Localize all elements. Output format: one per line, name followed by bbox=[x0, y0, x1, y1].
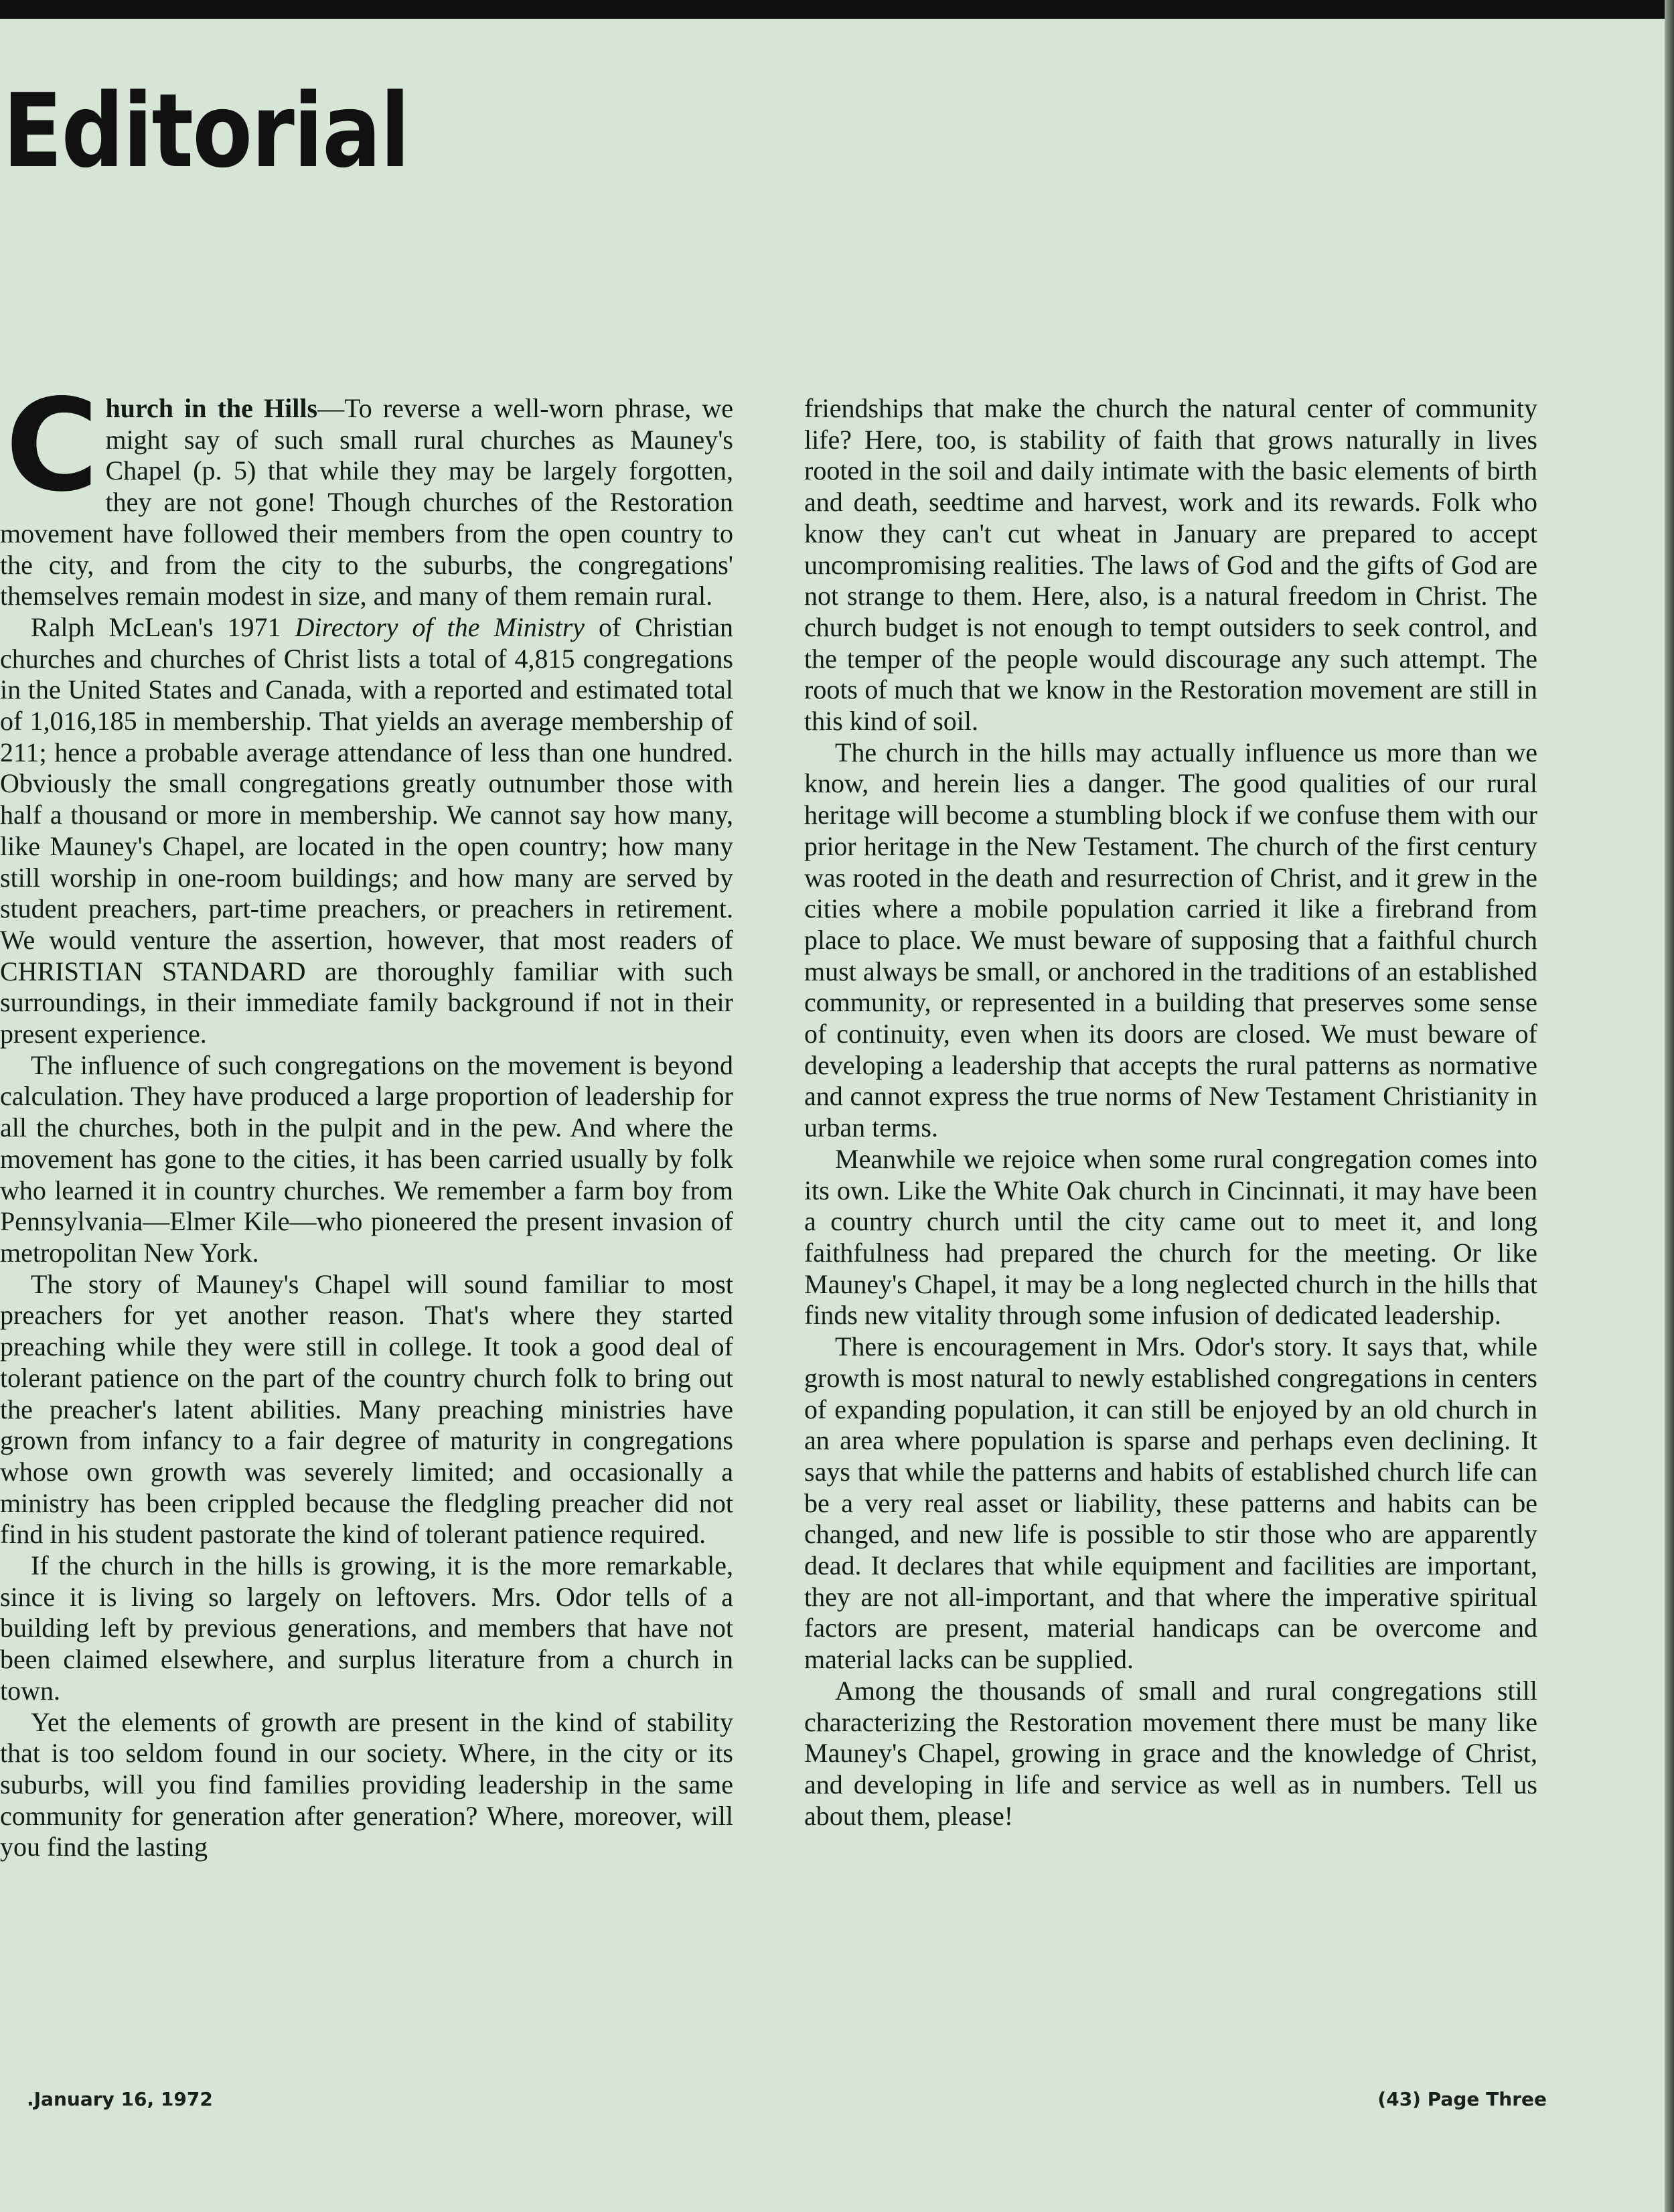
directory-title: Directory of the Ministry bbox=[295, 611, 585, 642]
lead-in: hurch in the Hills bbox=[105, 393, 318, 423]
page-title: Editorial bbox=[3, 72, 409, 190]
paragraph-2 bbox=[0, 612, 733, 1050]
left-column bbox=[0, 393, 733, 2067]
paragraph-6: Yet the elements of growth are present in the kind of stability that is too seldom found in our society. Where, in the city or its suburbs, will you find families providing leadership in the same community for generation after generation? Where, moreover, will you find the lasting bbox=[0, 1706, 733, 1862]
paragraph-8: The church in the hills may actually influence us more than we know, and herein lies a danger. The good qualities of our rural heritage will become a stumbling block if we confuse them with our prior heritage in the New Testament. The church of the first century was rooted in the death and resurrection of Christ, and it grew in the cities where a mobile population carried it like a firebrand from place to place. We must beware of supposing that a faithful church must always be small, or anchored in the traditions of an established community, or represented in a building that preserves some sense of continuity, even when its doors are closed. We must beware of developing a leadership that accepts the rural patterns as normative and cannot express the true norms of New Testament Christianity in urban terms. bbox=[804, 737, 1537, 1143]
paragraph-11: Among the thousands of small and rural congregations still characterizing the Restoration movement there must be many like Mauney's Chapel, growing in grace and the knowledge of Christ, and developing in life and service as well as in numbers. Tell us about them, please! bbox=[804, 1675, 1537, 1831]
paragraph-3: The influence of such congregations on the movement is beyond calculation. They have produced a large proportion of leadership for all the churches, both in the pulpit and in the pew. And where the movement has gone to the cities, it has been carried usually by folk who learned it in country churches. We remember a farm boy from Pennsylvania—Elmer Kile—who pioneered the present invasion of metropolitan New York. bbox=[0, 1049, 733, 1268]
paragraph-1-text: —To reverse a well-worn phrase, we might say of such small rural churches as Mauney's Chapel (p. 5) that while they may be largely forgotten, they are not gone! Though churches of the Restoration movement have followed their members from the open country to the city, and from the city to the suburbs, the congregations' themselves remain modest in size, and many of them remain rural. bbox=[0, 393, 733, 611]
footer-page-number: (43) Page Three bbox=[1377, 2088, 1547, 2110]
paragraph-1 bbox=[0, 393, 733, 612]
footer-date: .January 16, 1972 bbox=[27, 2088, 213, 2110]
right-column bbox=[804, 393, 1537, 2067]
paragraph-7: friendships that make the church the natural center of community life? Here, too, is stability of faith that grows naturally in lives rooted in the soil and daily intimate with the basic elements of birth and death, seedtime and harvest, work and its rewards. Folk who know they can't cut wheat in January are prepared to accept uncompromising realities. The laws of God and the gifts of God are not strange to them. Here, also, is a natural freedom in Christ. The church budget is not enough to tempt outsiders to seek control, and the temper of the people would discourage any such attempt. The roots of much that we know in the Restoration movement are still in this kind of soil. bbox=[804, 393, 1537, 737]
paragraph-9: Meanwhile we rejoice when some rural congregation comes into its own. Like the White Oak church in Cincinnati, it may have been a country church until the city came out to meet it, and long faithfulness had prepared the church for the meeting. Or like Mauney's Chapel, it may be a long neglected church in the hills that finds new vitality through some infusion of dedicated leadership. bbox=[804, 1143, 1537, 1331]
paragraph-4: The story of Mauney's Chapel will sound familiar to most preachers for yet another reason. That's where they started preaching while they were still in college. It took a good deal of tolerant patience on the part of the country church folk to bring out the preacher's latent abilities. Many preaching ministries have grown from infancy to a fair degree of maturity in congregations whose own growth was severely limited; and occasionally a ministry has been crippled because the fledgling preacher did not find in his student pastorate the kind of tolerant patience required. bbox=[0, 1268, 733, 1550]
paragraph-2-text-b: of Christian churches and churches of Christ lists a total of 4,815 congregations in the United States and Canada, with a reported and estimated total of 1,016,185 in membership. That yields an average membership of 211; hence a probable average attendance of less than one hundred. Obviously the small congregations greatly outnumber those with half a thousand or more in membership. We cannot say how many, like Mauney's Chapel, are located in the open country; how many still worship in one-room buildings; and how many are served by student preachers, part-time preachers, or preachers in retirement. We would venture the assertion, however, that most readers of CHRISTIAN STANDARD are thoroughly familiar with such surroundings, in their immediate family background if not in their present experience. bbox=[0, 611, 733, 1049]
paragraph-2-text-a: Ralph McLean's 1971 bbox=[31, 611, 295, 642]
drop-cap: C bbox=[5, 393, 99, 520]
paragraph-5: If the church in the hills is growing, it is the more remarkable, since it is living so largely on leftovers. Mrs. Odor tells of a building left by previous generations, and members that have not been claimed elsewhere, and surplus literature from a church in town. bbox=[0, 1550, 733, 1706]
scan-top-edge bbox=[0, 0, 1674, 19]
scan-right-edge bbox=[1665, 0, 1674, 2212]
paragraph-10: There is encouragement in Mrs. Odor's story. It says that, while growth is most natural to newly established congregations in centers of expanding population, it can still be enjoyed by an old church in an area where population is sparse and perhaps even declining. It says that while the patterns and habits of established church life can be a very real asset or liability, these patterns and habits can be changed, and new life is possible to stir those who are apparently dead. It declares that while equipment and facilities are important, they are not all-important, and that where the imperative spiritual factors are present, material handicaps can be overcome and material lacks can be supplied. bbox=[804, 1331, 1537, 1675]
